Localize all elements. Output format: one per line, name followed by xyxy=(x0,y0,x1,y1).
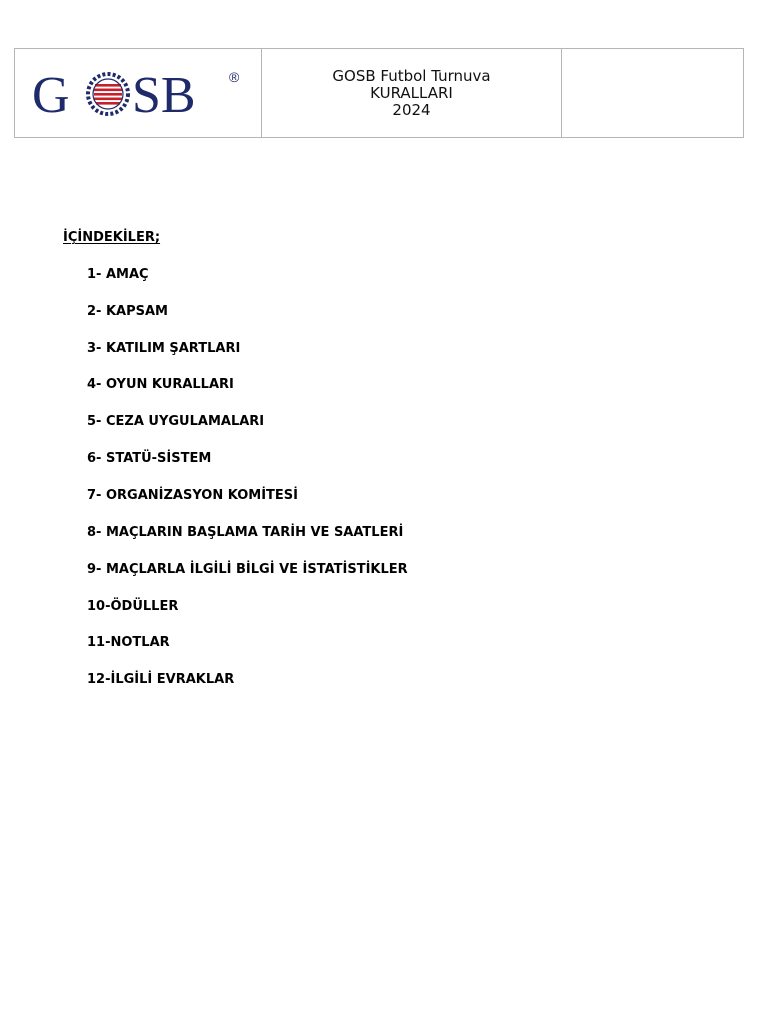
logo-letter-g: G xyxy=(32,67,70,121)
toc-item: 3- KATILIM ŞARTLARI xyxy=(87,341,241,356)
gosb-logo xyxy=(32,65,247,121)
toc-item: 9- MAÇLARLA İLGİLİ BİLGİ VE İSTATİSTİKLER xyxy=(87,562,408,577)
document-title-year: 2024 xyxy=(392,100,431,119)
toc-item: 12-İLGİLİ EVRAKLAR xyxy=(87,672,235,687)
logo-letters-sb: SB xyxy=(132,67,196,121)
document-title-line2: KURALLARI xyxy=(370,83,453,102)
toc-item: 10-ÖDÜLLER xyxy=(87,599,179,614)
empty-cell xyxy=(562,49,743,137)
logo-registered-mark: ® xyxy=(229,69,240,85)
toc-item: 5- CEZA UYGULAMALARI xyxy=(87,414,265,429)
toc-item: 2- KAPSAM xyxy=(87,304,168,319)
logo-cell xyxy=(15,49,262,137)
toc-item: 6- STATÜ-SİSTEM xyxy=(87,451,212,466)
toc-heading: İÇİNDEKİLER; xyxy=(63,230,161,245)
title-cell xyxy=(262,49,562,137)
toc-item: 1- AMAÇ xyxy=(87,267,149,282)
table-of-contents xyxy=(63,229,408,687)
document-header-table xyxy=(14,48,744,138)
document-title-line1: GOSB Futbol Turnuva xyxy=(332,66,491,85)
logo-gear-emblem xyxy=(88,74,128,114)
toc-item: 7- ORGANİZASYON KOMİTESİ xyxy=(87,488,298,503)
toc-item: 4- OYUN KURALLARI xyxy=(87,377,234,392)
toc-item: 11-NOTLAR xyxy=(87,635,170,650)
toc-item: 8- MAÇLARIN BAŞLAMA TARİH VE SAATLERİ xyxy=(87,525,404,540)
